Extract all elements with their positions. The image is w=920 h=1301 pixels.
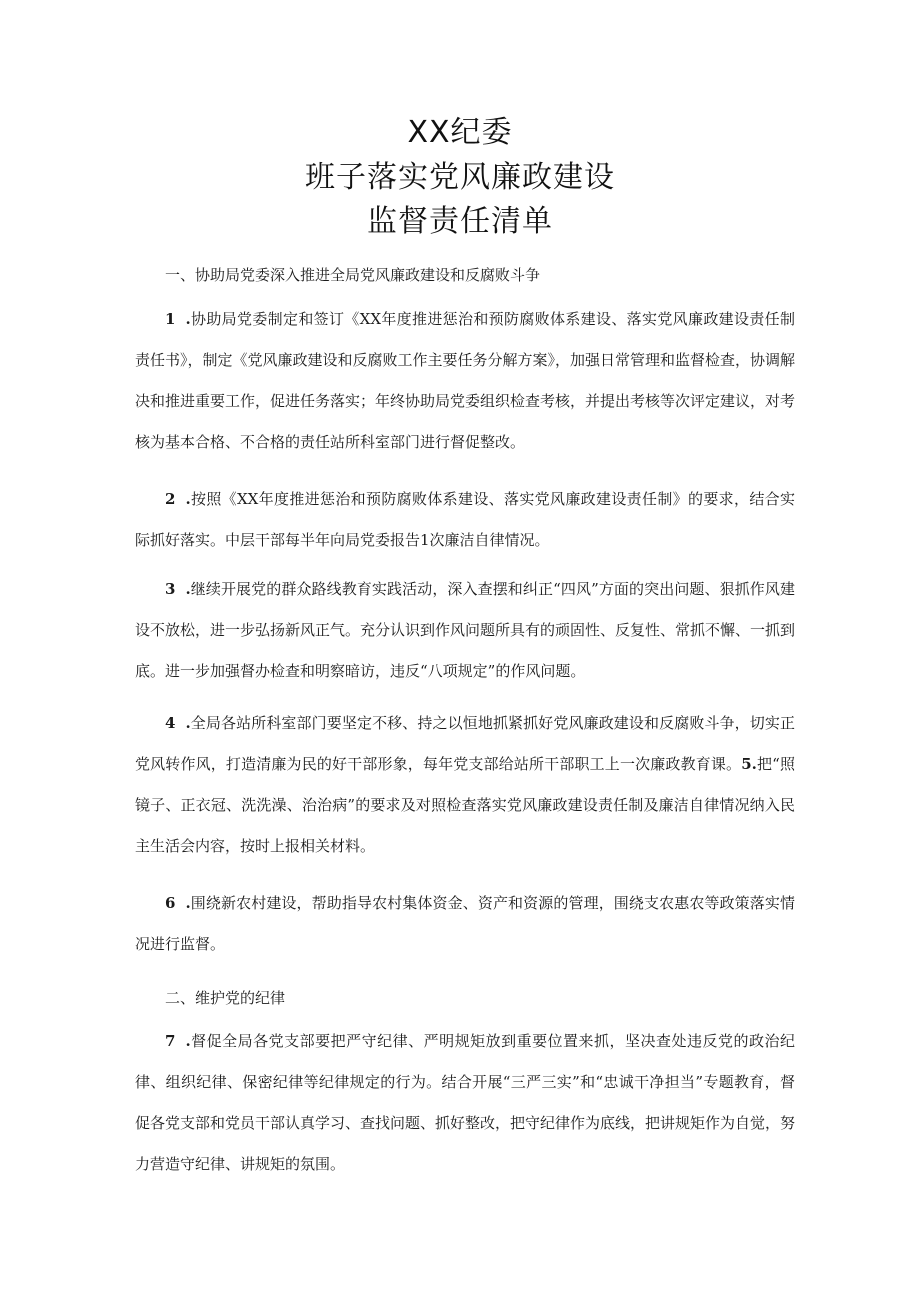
- item-dot: .: [185, 490, 191, 508]
- item-text: 继续开展党的群众路线教育实践活动，深入查摆和纠正“四风”方面的突出问题、狠抓作风建设不放松，进一步弘扬新风正气。充分认识到作风问题所具有的顽固性、反复性、常抓不懈、一抓到底。进一步加强督办检查和明察暗访，违反“八项规定”的作风问题。: [135, 580, 796, 680]
- document-title-line3: 监督责任清单: [367, 204, 553, 239]
- section-heading-2: 二、维护党的纪律: [165, 989, 286, 1007]
- document-title-line1: XX纪委: [407, 115, 513, 150]
- item-dot: .: [185, 894, 191, 912]
- list-item-3: [135, 569, 795, 692]
- item-number: 2: [165, 490, 176, 508]
- item-number: 7: [165, 1032, 176, 1050]
- item-text: 督促全局各党支部要把严守纪律、严明规矩放到重要位置来抓，坚决查处违反党的政治纪律、组织纪律、保密纪律等纪律规定的行为。结合开展“三严三实”和“忠诚干净担当”专题教育，督促各党支部和党员干部认真学习、查找问题、抓好整改，把守纪律作为底线，把讲规矩作为自觉，努力营造守纪律、讲规矩的氛围。: [135, 1032, 796, 1173]
- item-number: 6: [165, 894, 176, 912]
- item-dot: .: [185, 1032, 191, 1050]
- list-item-1: [135, 299, 795, 463]
- item-number: 4: [165, 714, 176, 732]
- item-inline-number: 5.: [741, 755, 757, 773]
- item-dot: .: [185, 310, 191, 328]
- list-item-4: [135, 703, 795, 867]
- item-text: 按照《XX年度推进惩治和预防腐败体系建设、落实党风廉政建设责任制》的要求，结合实际抓好落实。中层干部每半年向局党委报告1次廉洁自律情况。: [135, 490, 795, 549]
- list-item-7: [135, 1021, 795, 1185]
- item-number: 1: [165, 310, 176, 328]
- item-text: 全局各站所科室部门要坚定不移、持之以恒地抓紧抓好党风廉政建设和反腐败斗争，切实正党风转作风，打造清廉为民的好干部形象，每年党支部给站所干部职工上一次廉政教育课。: [135, 714, 795, 773]
- item-dot: .: [185, 580, 191, 598]
- document-title-line2: 班子落实党风廉政建设: [305, 160, 615, 195]
- section-heading-1: 一、协助局党委深入推进全局党风廉政建设和反腐败斗争: [165, 266, 541, 284]
- item-number: 3: [165, 580, 176, 598]
- item-text-continued: 把“照镜子、正衣冠、洗洗澡、治治病”的要求及对照检查落实党风廉政建设责任制及廉洁自律情况纳入民主生活会内容，按时上报相关材料。: [135, 755, 795, 855]
- item-dot: .: [185, 714, 191, 732]
- list-item-2: [135, 479, 795, 561]
- list-item-6: [135, 883, 795, 965]
- item-text: 围绕新农村建设，帮助指导农村集体资金、资产和资源的管理，围绕支农惠农等政策落实情况进行监督。: [135, 894, 795, 953]
- item-text: 协助局党委制定和签订《XX年度推进惩治和预防腐败体系建设、落实党风廉政建设责任制责任书》，制定《党风廉政建设和反腐败工作主要任务分解方案》，加强日常管理和监督检查，协调解决和推进重要工作，促进任务落实；年终协助局党委组织检查考核，并提出考核等次评定建议，对考核为基本合格、不合格的责任站所科室部门进行督促整改。: [135, 310, 796, 451]
